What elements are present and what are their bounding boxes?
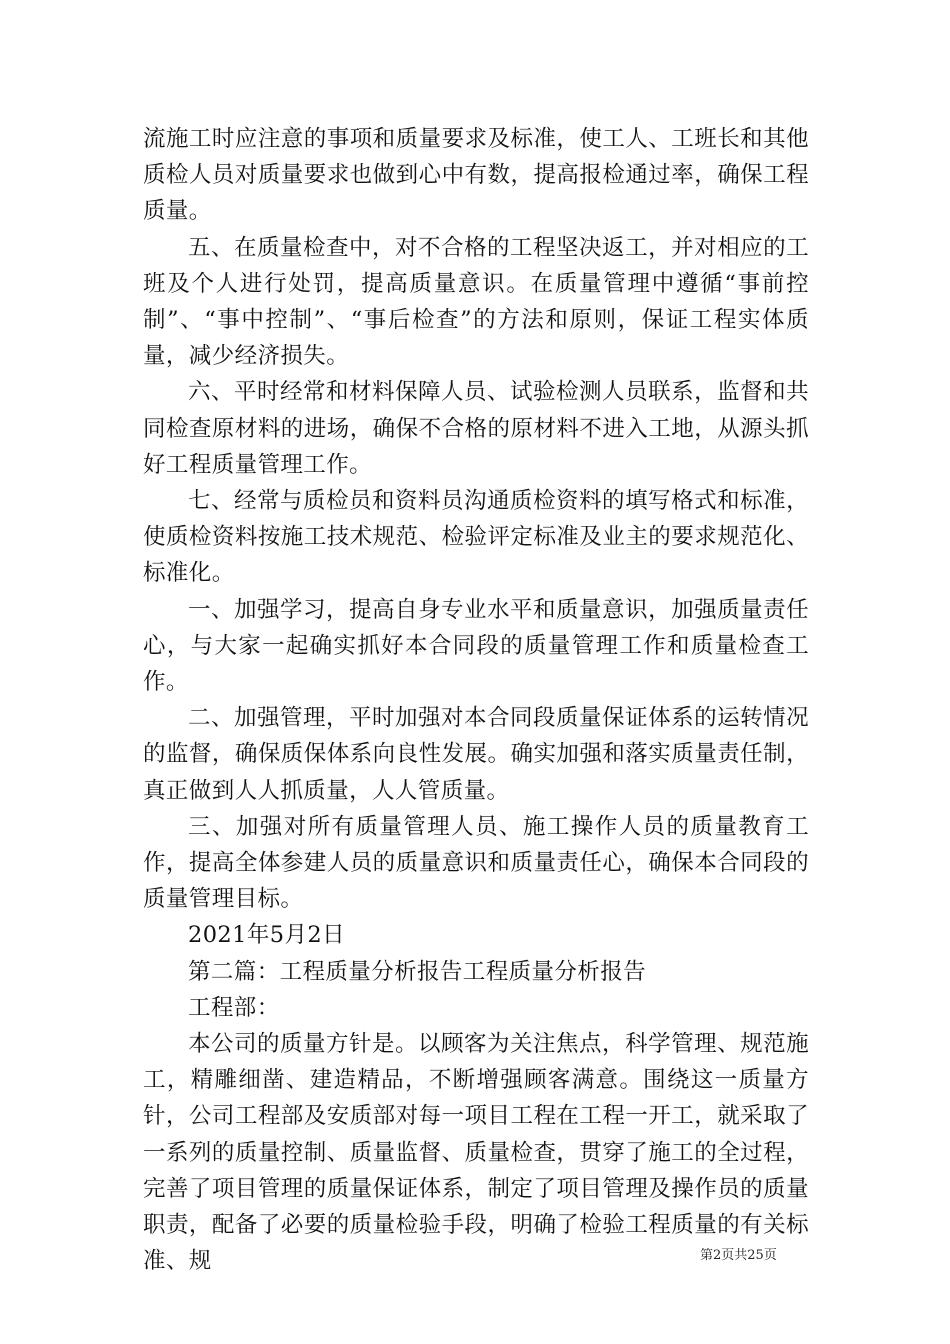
paragraph-7: 三、加强对所有质量管理人员、施工操作人员的质量教育工作，提高全体参建人员的质量意识和质量责任心，确保本合同段的质量管理目标。: [143, 813, 809, 913]
date-line: 2021年5月2日: [188, 922, 345, 949]
section-title: 第二篇：工程质量分析报告工程质量分析报告: [188, 958, 647, 985]
paragraph-6: 二、加强管理，平时加强对本合同段质量保证体系的运转情况的监督，确保质保体系向良性发展。确实加强和落实质量责任制，真正做到人人抓质量，人人管质量。: [143, 705, 809, 804]
document-body: [143, 121, 809, 1280]
page-number-footer: 第2页共25页: [700, 1248, 777, 1263]
addressee: 工程部：: [188, 994, 280, 1021]
paragraph-4: 七、经常与质检员和资料员沟通质检资料的填写格式和标准，使质检资料按施工技术规范、检验评定标准及业主的要求规范化、标准化。: [143, 488, 809, 587]
paragraph-2: 五、在质量检查中，对不合格的工程坚决返工，并对相应的工班及个人进行处罚，提高质量意识。在质量管理中遵循“事前控制”、“事中控制”、“事后检查”的方法和原则，保证工程实体质量，减少经济损失。: [143, 234, 809, 370]
paragraph-5: 一、加强学习，提高自身专业水平和质量意识，加强质量责任心，与大家一起确实抓好本合同段的质量管理工作和质量检查工作。: [143, 596, 809, 696]
paragraph-8: 本公司的质量方针是。以顾客为关注焦点，科学管理、规范施工，精雕细凿、建造精品，不断增强顾客满意。围绕这一质量方针，公司工程部及安质部对每一项目工程在工程一开工，就采取了一系列的质量控制、质量监督、质量检查，贯穿了施工的全过程，完善了项目管理的质量保证体系，制定了项目管理及操作员的质量职责，配备了必要的质量检验手段，明确了检验工程质量的有关标准、规: [143, 1031, 809, 1275]
paragraph-1: 流施工时应注意的事项和质量要求及标准，使工人、工班长和其他质检人员对质量要求也做到心中有数，提高报检通过率，确保工程质量。: [143, 126, 809, 225]
paragraph-3: 六、平时经常和材料保障人员、试验检测人员联系，监督和共同检查原材料的进场，确保不合格的原材料不进入工地，从源头抓好工程质量管理工作。: [143, 379, 809, 478]
